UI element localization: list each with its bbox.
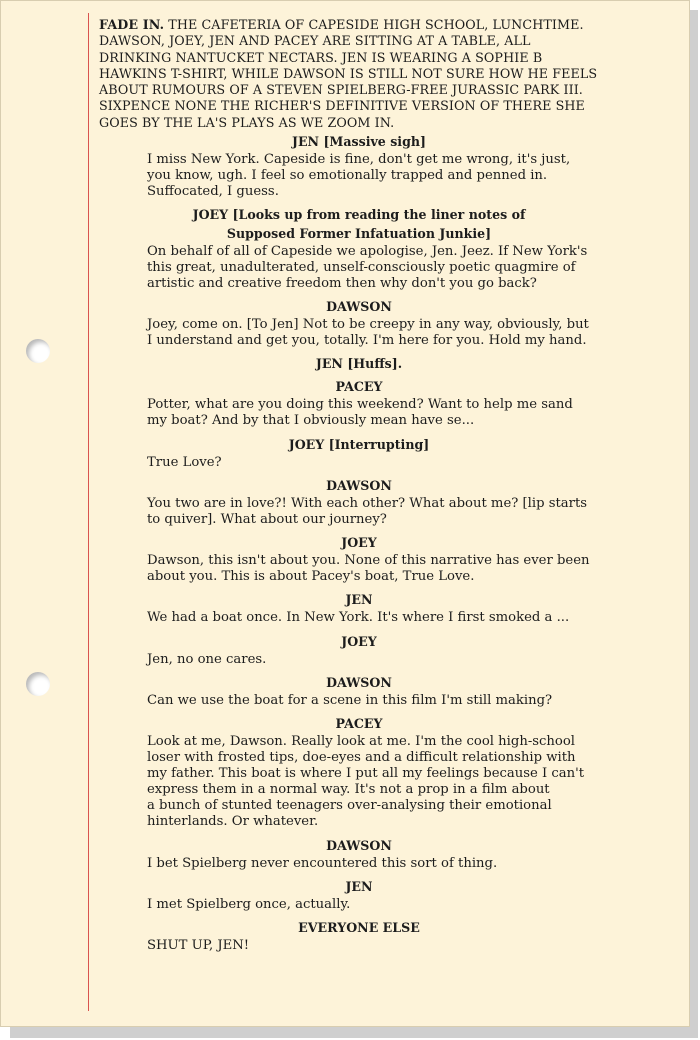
character-cue: DAWSON (326, 477, 392, 493)
scene-heading-line: HAWKINS T-SHIRT, WHILE DAWSON IS STILL NOT SURE HOW HE FEELS (99, 65, 598, 81)
character-cue: PACEY (335, 715, 383, 731)
dialogue-line: Suffocated, I guess. (147, 184, 279, 200)
character-cue: JOEY [Looks up from reading the liner notes of (192, 207, 526, 223)
dialogue-line: Look at me, Dawson. Really look at me. I'm the cool high-school (147, 733, 576, 749)
dialogue-line: my father. This boat is where I put all my feelings because I can't (147, 766, 585, 782)
dialogue-line: Potter, what are you doing this weekend? Want to help me sand (147, 397, 573, 413)
character-cue: JOEY (341, 535, 377, 551)
dialogue-line: I met Spielberg once, actually. (147, 896, 351, 912)
dialogue-line: SHUT UP, JEN! (147, 938, 250, 954)
dialogue-block (99, 716, 659, 831)
fade-in-label: FADE IN. (99, 17, 165, 32)
dialogue-line: loser with frosted tips, doe-eyes and a difficult relationship with (147, 750, 576, 766)
scene-heading-line: GOES BY THE LA'S PLAYS AS WE ZOOM IN. (99, 114, 395, 130)
dialogue-line: Dawson, this isn't about you. None of this narrative has ever been (147, 553, 590, 569)
dialogue-line: this great, unadulterated, unself-consciously poetic quagmire of (147, 259, 576, 275)
punch-hole-icon (26, 339, 50, 363)
dialogue-block (99, 535, 659, 585)
dialogue-block (99, 207, 659, 291)
character-cue: PACEY (335, 379, 383, 395)
character-cue: EVERYONE ELSE (298, 919, 420, 935)
dialogue-block (99, 675, 659, 709)
scene-heading-line: THE CAFETERIA OF CAPESIDE HIGH SCHOOL, LUNCHTIME. (164, 17, 584, 32)
scene-heading-line: ABOUT RUMOURS OF A STEVEN SPIELBERG-FREE JURASSIC PARK III. (99, 82, 583, 98)
dialogue-block (99, 478, 659, 528)
dialogue-line: I miss New York. Capeside is fine, don't get me wrong, it's just, (147, 152, 571, 168)
dialogue-block (99, 879, 659, 913)
scene-heading (99, 17, 659, 131)
margin-rule (88, 13, 89, 1011)
dialogue-line: Can we use the boat for a scene in this film I'm still making? (147, 692, 553, 708)
dialogue-block (99, 379, 659, 429)
character-cue: JEN [Massive sigh] (292, 134, 426, 150)
dialogue-block (99, 634, 659, 668)
character-cue: DAWSON (326, 837, 392, 853)
dialogue-block (99, 356, 659, 372)
character-cue: DAWSON (326, 674, 392, 690)
dialogue-line: True Love? (147, 454, 222, 470)
character-cue: JOEY [Interrupting] (288, 436, 430, 452)
dialogue-block (99, 920, 659, 954)
scene-heading-line: DAWSON, JOEY, JEN AND PACEY ARE SITTING AT A TABLE, ALL (99, 33, 531, 49)
dialogue-line: hinterlands. Or whatever. (147, 814, 319, 830)
character-cue: DAWSON (326, 298, 392, 314)
dialogue-block (99, 299, 659, 349)
dialogue-block (99, 134, 659, 200)
character-cue: JEN (345, 878, 373, 894)
dialogue-line: artistic and creative freedom then why don't you go back? (147, 275, 537, 291)
dialogue-line: Jen, no one cares. (147, 651, 267, 667)
dialogue-line: you know, ugh. I feel so emotionally trapped and penned in. (147, 168, 548, 184)
dialogue-line: We had a boat once. In New York. It's where I first smoked a ... (147, 610, 570, 626)
dialogue-line: about you. This is about Pacey's boat, True Love. (147, 569, 475, 585)
dialogue-line: I understand and get you, totally. I'm here for you. Hold my hand. (147, 333, 587, 349)
character-cue: JEN [Huffs]. (315, 356, 403, 372)
dialogue-block (99, 592, 659, 626)
dialogue-line: a bunch of stunted teenagers over-analysing their emotional (147, 798, 552, 814)
dialogue-line: I bet Spielberg never encountered this sort of thing. (147, 855, 498, 871)
dialogue-block (99, 838, 659, 872)
scene-heading-line: SIXPENCE NONE THE RICHER'S DEFINITIVE VERSION OF THERE SHE (99, 98, 585, 114)
punch-hole-icon (26, 672, 50, 696)
dialogue-line: On behalf of all of Capeside we apologise, Jen. Jeez. If New York's (147, 243, 588, 259)
dialogue-block (99, 437, 659, 471)
dialogue-line: express them in a normal way. It's not a prop in a film about (147, 782, 550, 798)
dialogue-line: Joey, come on. [To Jen] Not to be creepy in any way, obviously, but (147, 317, 589, 333)
dialogue-list (99, 134, 659, 954)
character-cue: JOEY (341, 633, 377, 649)
character-cue: JEN (345, 592, 373, 608)
dialogue-line: You two are in love?! With each other? What about me? [lip starts (147, 495, 588, 511)
dialogue-line: my boat? And by that I obviously mean have se... (147, 413, 475, 429)
character-cue: Supposed Former Infatuation Junkie] (226, 225, 492, 241)
screenplay (99, 17, 659, 961)
dialogue-line: to quiver]. What about our journey? (147, 511, 387, 527)
scene-heading-line: DRINKING NANTUCKET NECTARS. JEN IS WEARING A SOPHIE B (99, 49, 543, 65)
